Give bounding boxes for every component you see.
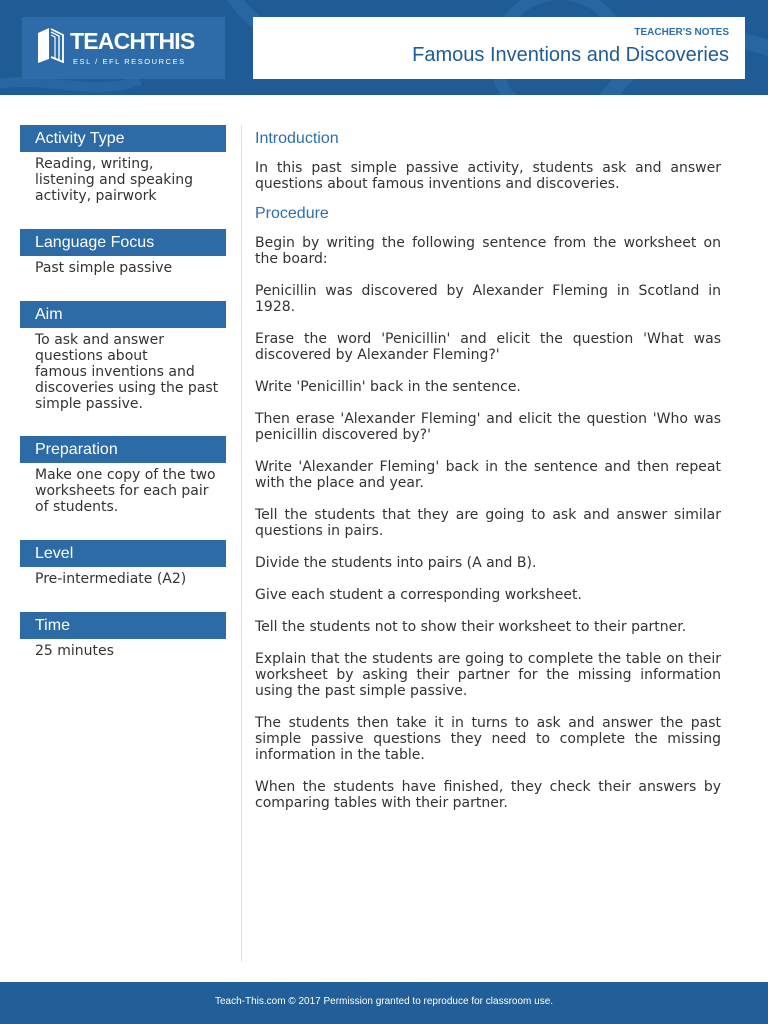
paragraph: Write 'Alexander Fleming' back in the sentence and then repeat with the place and year. bbox=[255, 459, 721, 491]
sidebar-section-level bbox=[20, 540, 226, 587]
document-title: Famous Inventions and Discoveries bbox=[412, 44, 729, 66]
sidebar bbox=[20, 125, 226, 684]
section-heading: Aim bbox=[20, 301, 226, 328]
paragraph: The students then take it in turns to ask and answer the past simple passive questions they need to complete the missing information in the table. bbox=[255, 715, 721, 763]
teachers-notes-label: TEACHER'S NOTES bbox=[634, 27, 729, 38]
paragraph: Begin by writing the following sentence from the worksheet on the board: bbox=[255, 235, 721, 267]
procedure-heading: Procedure bbox=[255, 205, 329, 222]
section-body: Pre-intermediate (A2) bbox=[35, 571, 187, 588]
page-footer bbox=[0, 982, 768, 1024]
paragraph: Tell the students that they are going to ask and answer similar questions in pairs. bbox=[255, 507, 721, 539]
sidebar-section-activity-type bbox=[20, 125, 226, 204]
copyright-notice: Teach-This.com © 2017 Permission granted to reproduce for classroom use. bbox=[214, 996, 554, 1007]
open-book-icon bbox=[36, 26, 66, 64]
paragraph: Then erase 'Alexander Fleming' and elicit the question 'Who was penicillin discovered by?' bbox=[255, 411, 721, 443]
section-heading: Time bbox=[20, 612, 226, 639]
main-content bbox=[255, 130, 721, 827]
paragraph: In this past simple passive activity, students ask and answer questions about famous inventions and discoveries. bbox=[255, 160, 721, 192]
teachthis-logo bbox=[22, 17, 225, 79]
logo-tagline: ESL / EFL RESOURCES bbox=[73, 57, 186, 66]
section-heading: Level bbox=[20, 540, 226, 567]
section-body: Past simple passive bbox=[35, 259, 173, 276]
introduction-section bbox=[255, 130, 721, 192]
section-body: Make one copy of the two worksheets for each pair of students. bbox=[35, 467, 216, 516]
section-body: To ask and answer questions about famous inventions and discoveries using the past simple passive. bbox=[35, 331, 219, 412]
section-body: 25 minutes bbox=[35, 642, 114, 659]
paragraph: Explain that the students are going to complete the table on their worksheet by asking their partner for the missing information using the past simple passive. bbox=[255, 651, 721, 699]
logo-wordmark: TEACHTHIS bbox=[70, 28, 195, 54]
introduction-heading: Introduction bbox=[255, 130, 339, 147]
section-body: Reading, writing, listening and speaking activity, pairwork bbox=[35, 156, 194, 204]
section-heading: Activity Type bbox=[20, 125, 226, 152]
paragraph: Tell the students not to show their worksheet to their partner. bbox=[255, 619, 687, 635]
column-divider bbox=[241, 125, 242, 962]
page-header bbox=[0, 0, 768, 95]
paragraph: Erase the word 'Penicillin' and elicit the question 'What was discovered by Alexander Fleming?' bbox=[255, 331, 721, 363]
sidebar-section-language-focus bbox=[20, 229, 226, 276]
section-heading: Preparation bbox=[20, 436, 226, 463]
paragraph: Write 'Penicillin' back in the sentence. bbox=[255, 379, 521, 395]
paragraph: Give each student a corresponding worksheet. bbox=[255, 587, 582, 603]
procedure-section bbox=[255, 205, 721, 811]
section-heading: Language Focus bbox=[20, 229, 226, 256]
sidebar-section-aim bbox=[20, 301, 226, 412]
paragraph: Divide the students into pairs (A and B). bbox=[255, 555, 537, 571]
paragraph: When the students have finished, they check their answers by comparing tables with their partner. bbox=[255, 779, 721, 811]
sidebar-section-time bbox=[20, 612, 226, 659]
sidebar-section-preparation bbox=[20, 436, 226, 515]
example-sentence: Penicillin was discovered by Alexander Fleming in Scotland in 1928. bbox=[255, 283, 721, 315]
title-box bbox=[253, 17, 745, 79]
